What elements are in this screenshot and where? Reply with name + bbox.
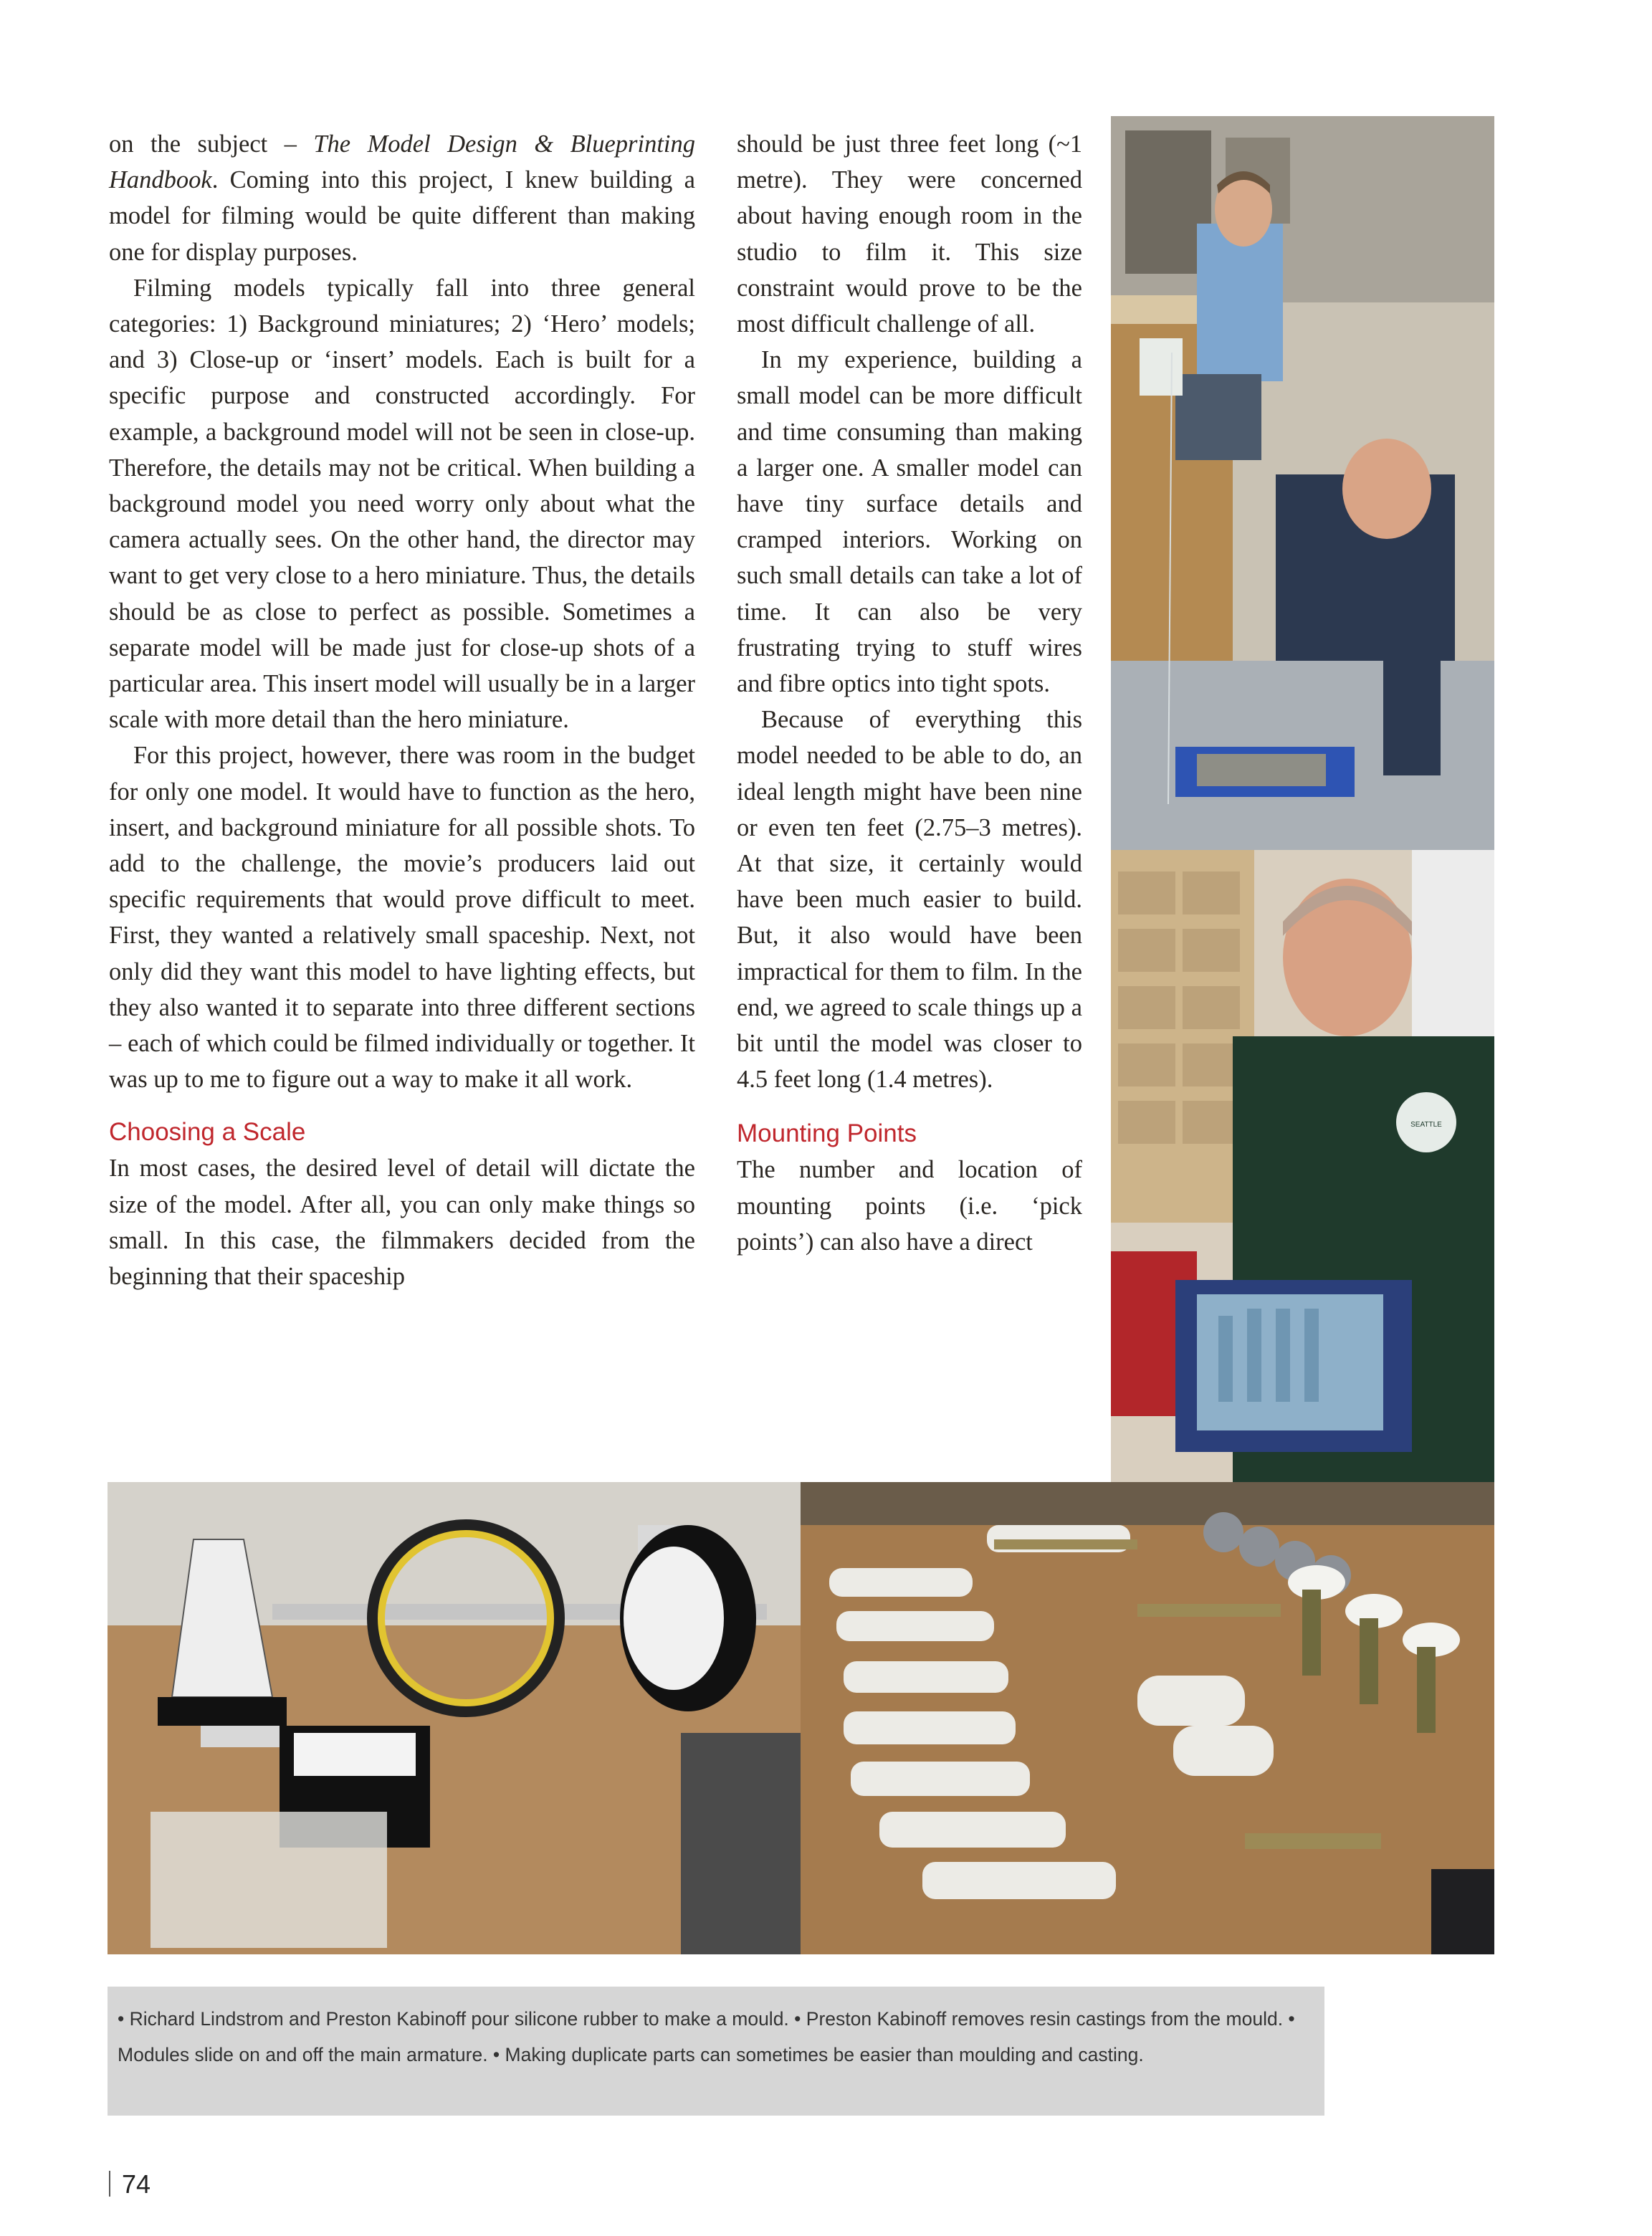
book-title: The Model Design & Blueprinting Handbook: [109, 130, 695, 194]
paragraph-text: on the subject –: [109, 130, 314, 158]
paragraph: Because of everything this model needed to be able to do, an ideal length might have been nine or even ten feet (2.75–3 metres). At that size, it certainly would have been much easier to build. But, it also would have been impractical for them to film. In the end, we agreed to scale things up a bit until the model was closer to 4.5 feet long (1.4 metres).: [737, 706, 1082, 1094]
paragraph: In most cases, the desired level of detail will dictate the size of the model. After all, you can only make things so small. In this case, the filmmakers decided from the beginning that their spaceship: [109, 1155, 695, 1291]
text-column-right: [737, 126, 1082, 1260]
paragraph: should be just three feet long (~1 metre). They were concerned about having enough room in the studio to film it. This size constraint would prove to be the most difficult challenge of all.: [737, 130, 1082, 338]
photo-armature-modules: [108, 1482, 801, 1954]
paragraph: [109, 126, 695, 270]
photo-removing-castings: [1111, 850, 1494, 1484]
page-number-text: 74: [122, 2169, 151, 2199]
paragraph: The number and location of mounting points (i.e. ‘pick points’) can also have a direct: [737, 1156, 1082, 1256]
photo-pouring-silicone: [1111, 116, 1494, 850]
photo-duplicate-parts: [801, 1482, 1494, 1954]
section-heading: Choosing a Scale: [109, 1118, 306, 1147]
shirt-logo-text: SEATTLE: [1410, 1121, 1442, 1129]
paragraph: Filming models typically fall into three general categories: 1) Background miniatures; 2) ‘Hero’ models; and 3) Close-up or ‘insert’ models. Each is built for a specific purpose and constructed accordingly. For example, a background model will not be seen in close-up. Therefore, the details may not be critical. When building a background model you need worry only about what the camera actually sees. On the other hand, the director may want to get very close to a hero miniature. Thus, the details should be as close to perfect as possible. Sometimes a separate model will be made just for close-up shots of a particular area. This insert model will usually be in a larger scale with more detail than the hero miniature.: [109, 274, 695, 734]
text-column-left: [109, 126, 695, 1294]
paragraph: In my experience, building a small model can be more difficult and time consuming than making a larger one. A smaller model can have tiny surface details and cramped interiors. Working on such small details can take a lot of time. It can also be very frustrating trying to stuff wires and fibre optics into tight spots.: [737, 346, 1082, 698]
page-number: [109, 2166, 151, 2202]
paragraph: For this project, however, there was room in the budget for only one model. It would have to function as the hero, insert, and background miniature for all possible shots. To add to the challenge, the movie’s producers laid out specific requirements that would prove difficult to meet. First, they wanted a relatively small spaceship. Next, not only did they want this model to have lighting effects, but they also wanted it to separate into three different sections – each of which could be filmed individually or together. It was up to me to figure out a way to make it all work.: [109, 742, 695, 1094]
section-heading: Mounting Points: [737, 1119, 917, 1148]
photo-caption: • Richard Lindstrom and Preston Kabinoff pour silicone rubber to make a mould. • Preston Kabinoff removes resin castings from the mould. • Modules slide on and off the main armature. • Making duplicate parts can sometimes be easier than moulding and casting.: [108, 1987, 1324, 2116]
paragraph-text: . Coming into this project, I knew building a model for filming would be quite different than making one for display purposes.: [109, 166, 695, 266]
